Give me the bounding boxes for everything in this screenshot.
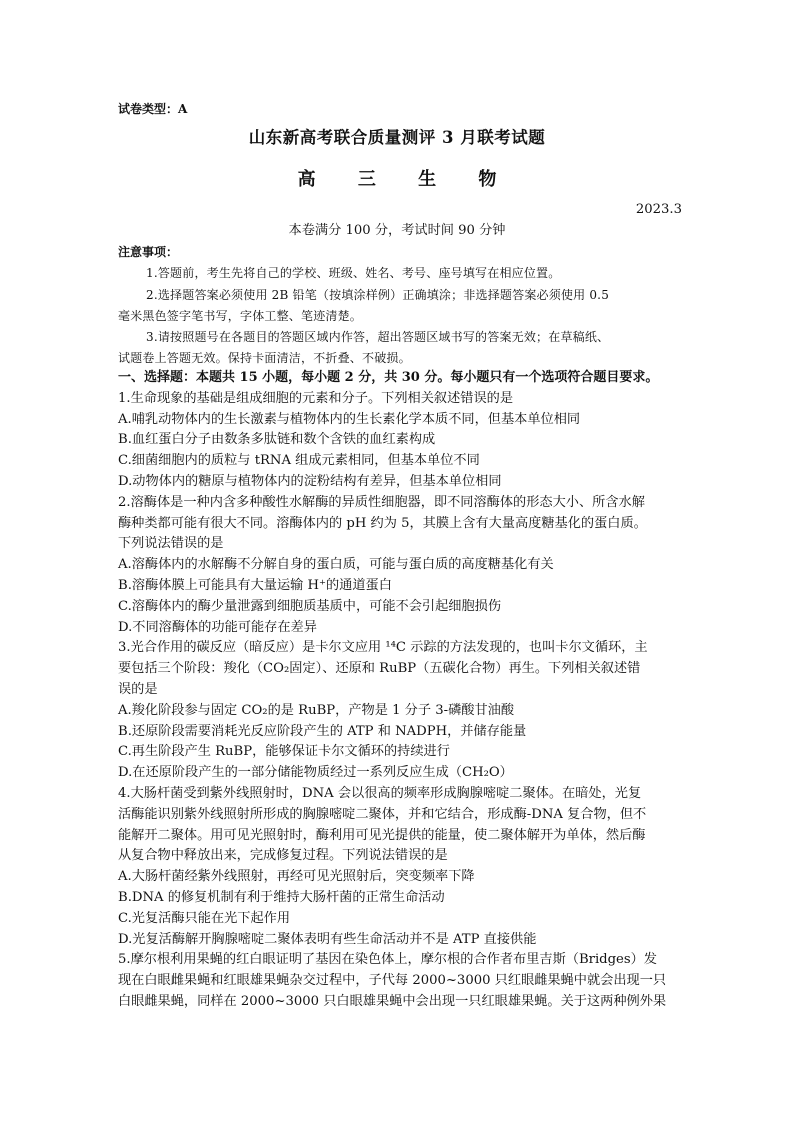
question-stem: 下列说法错误的是 [118, 536, 224, 551]
option-d: D.动物体内的糖原与植物体内的淀粉结构有差异，但基本单位相同 [118, 474, 502, 489]
exam-title: 山东新高考联合质量测评 3 月联考试题 [248, 128, 546, 147]
question-stem: 白眼雌果蝇，同样在 2000~3000 只白眼雄果蝇中会出现一只红眼雄果蝇。关于这两种例外果 [118, 994, 667, 1009]
subject-heading: 高 三 生 物 [297, 169, 515, 190]
question-stem: 能解开二聚体。用可见光照射时，酶利用可见光提供的能量，使二聚体解开为单体，然后酶 [118, 828, 646, 843]
option-c: C.溶酶体内的酶少量泄露到细胞质基质中，可能不会引起细胞损伤 [118, 599, 502, 614]
question-stem: 误的是 [118, 682, 158, 697]
option-b: B.血红蛋白分子由数条多肽链和数个含铁的血红素构成 [118, 432, 436, 447]
question-stem: 酶种类都可能有很大不同。溶酶体内的 pH 约为 5，其膜上含有大量高度糖基化的蛋白质。 [118, 516, 647, 531]
option-b: B.溶酶体膜上可能具有大量运输 H⁺的通道蛋白 [118, 578, 392, 593]
question-stem: 活酶能识别紫外线照射所形成的胸腺嘧啶二聚体，并和它结合，形成酶-DNA 复合物，但不 [118, 807, 647, 822]
option-b: B.还原阶段需要消耗光反应阶段产生的 ATP 和 NADPH，并储存能量 [118, 724, 527, 739]
option-d: D.不同溶酶体的功能可能存在差异 [118, 620, 317, 635]
question-stem: 4.大肠杆菌受到紫外线照射时，DNA 会以很高的频率形成胸腺嘧啶二聚体。在暗处，光复 [118, 786, 642, 801]
question-stem: 从复合物中释放出来，完成修复过程。下列说法错误的是 [118, 848, 448, 863]
option-a: A.溶酶体内的水解酶不分解自身的蛋白质，可能与蛋白质的高度糖基化有关 [118, 557, 554, 572]
exam-date: 2023.3 [635, 202, 682, 217]
question-stem: 3.光合作用的碳反应（暗反应）是卡尔文应用 ¹⁴C 示踪的方法发现的，也叫卡尔文循环，主 [118, 640, 648, 655]
option-a: A.哺乳动物体内的生长激素与植物体内的生长素化学本质不同，但基本单位相同 [118, 412, 581, 427]
question-stem: 2.溶酶体是一种内含多种酸性水解酶的异质性细胞器，即不同溶酶体的形态大小、所含水解 [118, 495, 645, 510]
option-b: B.DNA 的修复机制有利于维持大肠杆菌的正常生命活动 [118, 890, 445, 905]
exam-info: 本卷满分 100 分，考试时间 90 分钟 [288, 223, 506, 238]
section-heading: 一、选择题：本题共 15 小题，每小题 2 分，共 30 分。每小题只有一个选项符合题目要求。 [118, 370, 659, 385]
question-stem: 要包括三个阶段：羧化（CO₂固定）、还原和 RuBP（五碳化合物）再生。下列相关叙述错 [118, 661, 641, 676]
note-item-2-cont: 毫米黑色签字笔书写，字体工整、笔迹清楚。 [118, 309, 363, 323]
option-d: D.光复活酶解开胸腺嘧啶二聚体表明有些生命活动并不是 ATP 直接供能 [118, 932, 537, 947]
note-item-3: 3.请按照题号在各题目的答题区域内作答，超出答题区域书写的答案无效；在草稿纸、 [146, 330, 610, 344]
option-d: D.在还原阶段产生的一部分储能物质经过一系列反应生成（CH₂O） [118, 765, 513, 780]
question-stem: 5.摩尔根利用果蝇的红白眼证明了基因在染色体上，摩尔根的合作者布里吉斯（Bridges）发 [118, 952, 657, 967]
option-c: C.细菌细胞内的质粒与 tRNA 组成元素相同，但基本单位不同 [118, 453, 480, 468]
question-stem: 现在白眼雌果蝇和红眼雄果蝇杂交过程中，子代每 2000~3000 只红眼雌果蝇中就会出现一只 [118, 973, 667, 988]
note-item-1: 1.答题前，考生先将自己的学校、班级、姓名、考号、座号填写在相应位置。 [146, 266, 561, 280]
option-a: A.羧化阶段参与固定 CO₂的是 RuBP，产物是 1 分子 3-磷酸甘油酸 [118, 703, 515, 718]
option-a: A.大肠杆菌经紫外线照射，再经可见光照射后，突变频率下降 [118, 869, 475, 884]
notes-heading: 注意事项： [118, 245, 179, 259]
option-c: C.再生阶段产生 RuBP，能够保证卡尔文循环的持续进行 [118, 744, 450, 759]
note-item-3-cont: 试题卷上答题无效。保持卡面清洁，不折叠、不破损。 [118, 351, 411, 365]
paper-type-label: 试卷类型：A [118, 102, 188, 116]
note-item-2: 2.选择题答案必须使用 2B 铅笔（按填涂样例）正确填涂；非选择题答案必须使用 0.5 [146, 288, 610, 302]
option-c: C.光复活酶只能在光下起作用 [118, 911, 291, 926]
question-stem: 1.生命现象的基础是组成细胞的元素和分子。下列相关叙述错误的是 [118, 391, 514, 406]
